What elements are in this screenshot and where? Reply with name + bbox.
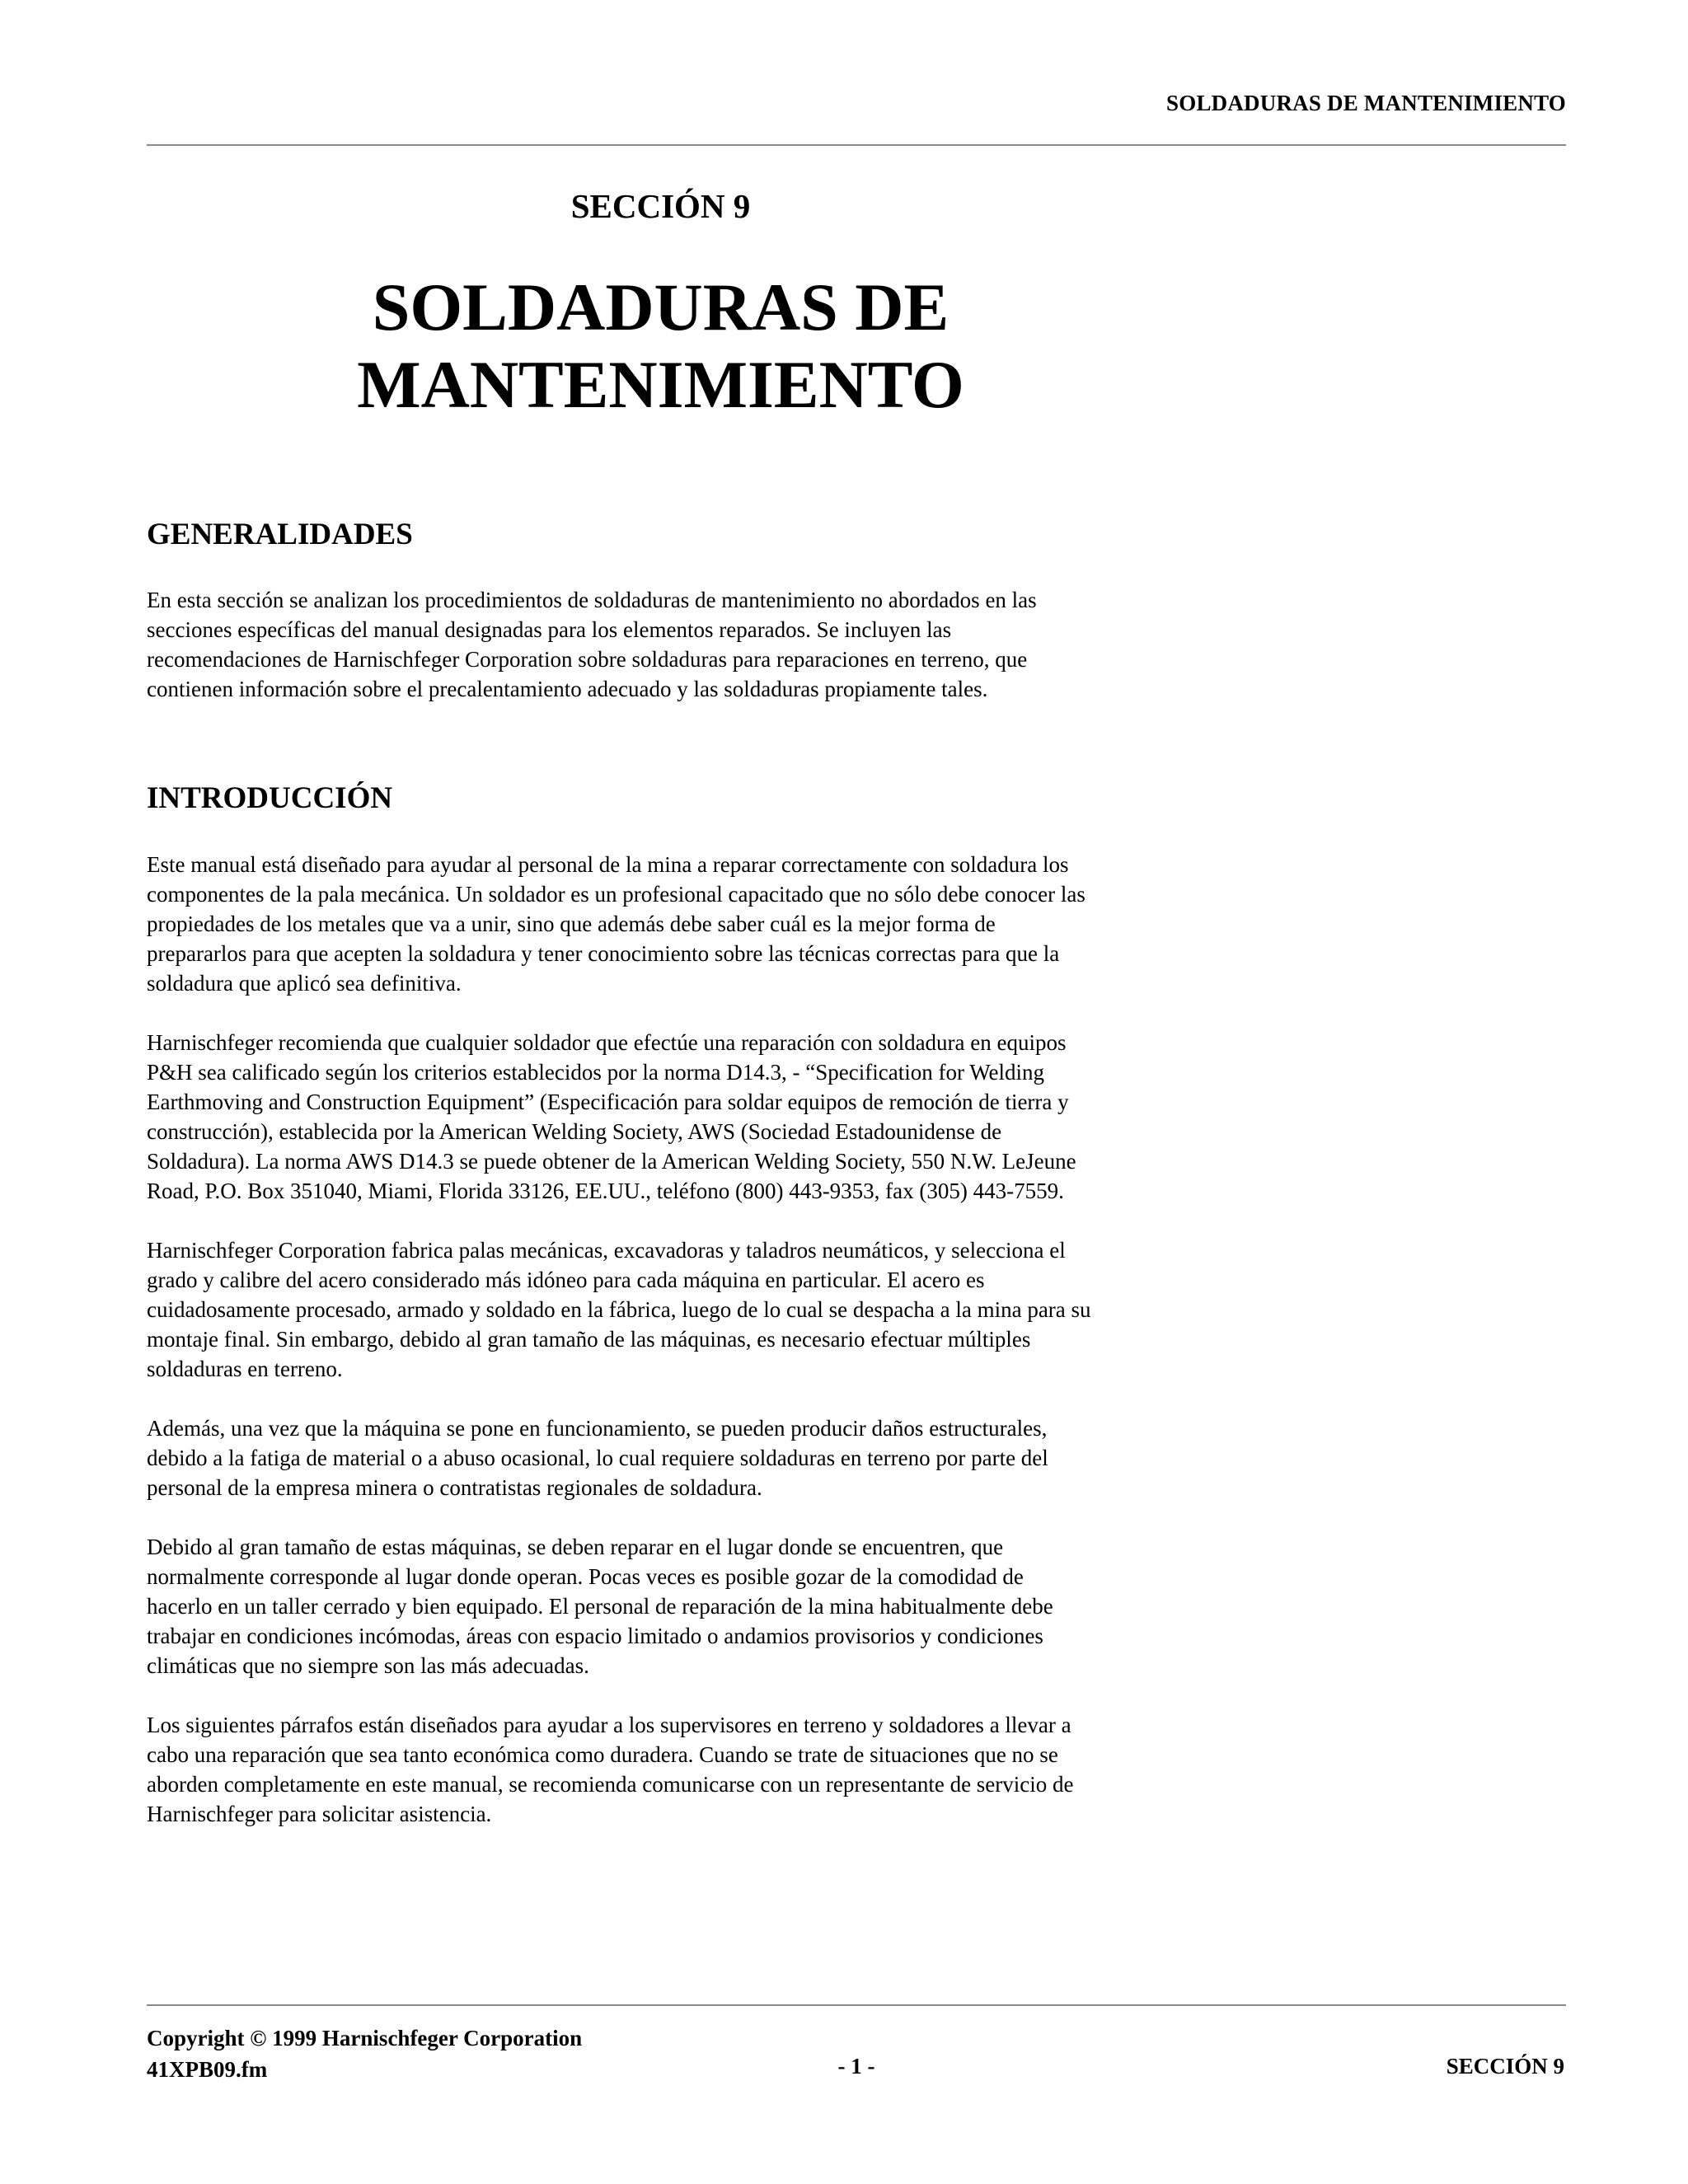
generalidades-body <box>147 585 1185 733</box>
footer-copyright: Copyright © 1999 Harnischfeger Corporation <box>147 2026 583 2050</box>
text-line: Además, una vez que la máquina se pone en funcionamiento, se pueden producir daños estructurales, <box>147 1416 1048 1441</box>
text-line: propiedades de los metales que va a unir, sino que además debe saber cuál es la mejor forma de <box>147 912 996 936</box>
heading-introduccion: INTRODUCCIÓN <box>147 781 393 815</box>
text-line: cabo una reparación que sea tanto económica como duradera. Cuando se trate de situaciones que no se <box>147 1742 1058 1767</box>
text-line: Road, P.O. Box 351040, Miami, Florida 33126, EE.UU., teléfono (800) 443-9353, fax (305) 443-7559. <box>147 1179 1064 1203</box>
chapter-title-line-2: MANTENIMIENTO <box>357 347 964 422</box>
text-line: trabajar en condiciones incómodas, áreas con espacio limitado o andamios provisorios y condiciones <box>147 1624 1043 1648</box>
text-line: montaje final. Sin embargo, debido al gran tamaño de las máquinas, es necesario efectuar múltiples <box>147 1327 1031 1352</box>
text-line: Harnischfeger recomienda que cualquier soldador que efectúe una reparación con soldadura en equipos <box>147 1030 1067 1055</box>
text-line: normalmente corresponde al lugar donde operan. Pocas veces es posible gozar de la comodidad de <box>147 1564 1024 1589</box>
chapter-title <box>147 269 1175 424</box>
text-line: Harnischfeger para solicitar asistencia. <box>147 1802 492 1826</box>
text-line: Earthmoving and Construction Equipment” (Especificación para soldar equipos de remoción de tierra y <box>147 1090 1069 1114</box>
running-header: SOLDADURAS DE MANTENIMIENTO <box>1166 91 1566 115</box>
chapter-title-line-1: SOLDADURAS DE <box>372 269 950 344</box>
text-line: Soldadura). La norma AWS D14.3 se puede obtener de la American Welding Society, 550 N.W. LeJeune <box>147 1149 1076 1174</box>
introduccion-body <box>147 850 1185 1858</box>
text-line: climáticas que no siempre son las más adecuadas. <box>147 1653 589 1678</box>
paragraph <box>147 1532 1185 1680</box>
text-line: contienen información sobre el precalentamiento adecuado y las soldaduras propiamente tales. <box>147 677 988 701</box>
text-line: soldaduras en terreno. <box>147 1357 343 1381</box>
text-line: grado y calibre del acero considerado más idóneo para cada máquina en particular. El acero es <box>147 1268 985 1292</box>
text-line: prepararlos para que acepten la soldadura y tener conocimiento sobre las técnicas correctas para que la <box>147 941 1060 966</box>
text-line: construcción), establecida por la American Welding Society, AWS (Sociedad Estadounidense de <box>147 1119 1002 1144</box>
text-line: cuidadosamente procesado, armado y soldado en la fábrica, luego de lo cual se despacha a la mina para su <box>147 1297 1091 1322</box>
text-line: hacerlo en un taller cerrado y bien equipado. El personal de reparación de la mina habitualmente debe <box>147 1594 1053 1619</box>
text-line: recomendaciones de Harnischfeger Corporation sobre soldaduras para reparaciones en terreno, que <box>147 647 1028 672</box>
text-line: Los siguientes párrafos están diseñados para ayudar a los supervisores en terreno y soldadores a llevar a <box>147 1713 1071 1737</box>
paragraph <box>147 1710 1185 1829</box>
text-line: P&H sea calificado según los criterios establecidos por la norma D14.3, - “Specification for Welding <box>147 1060 1045 1085</box>
header-divider <box>147 144 1566 146</box>
footer-divider <box>147 2004 1566 2006</box>
section-label: SECCIÓN 9 <box>570 187 751 225</box>
footer-section: SECCIÓN 9 <box>1446 2054 1564 2079</box>
paragraph <box>147 585 1185 704</box>
paragraph <box>147 1413 1185 1502</box>
text-line: Harnischfeger Corporation fabrica palas mecánicas, excavadoras y taladros neumáticos, y selecciona el <box>147 1238 1066 1263</box>
paragraph <box>147 1235 1185 1384</box>
text-line: En esta sección se analizan los procedimientos de soldaduras de mantenimiento no abordados en las <box>147 588 1037 612</box>
paragraph <box>147 1028 1185 1206</box>
footer-filename: 41XPB09.fm <box>147 2057 268 2082</box>
text-line: Este manual está diseñado para ayudar al personal de la mina a reparar correctamente con soldadura los <box>147 852 1069 877</box>
text-line: debido a la fatiga de material o a abuso ocasional, lo cual requiere soldaduras en terreno por parte del <box>147 1446 1048 1470</box>
text-line: componentes de la pala mecánica. Un soldador es un profesional capacitado que no sólo debe conocer las <box>147 882 1085 907</box>
text-line: Debido al gran tamaño de estas máquinas, se deben reparar en el lugar donde se encuentren, que <box>147 1535 1004 1559</box>
heading-generalidades: GENERALIDADES <box>147 518 413 551</box>
text-line: aborden completamente en este manual, se recomienda comunicarse con un representante de servicio de <box>147 1772 1074 1797</box>
page-number: - 1 - <box>837 2054 875 2079</box>
paragraph <box>147 850 1185 998</box>
text-line: personal de la empresa minera o contratistas regionales de soldadura. <box>147 1475 762 1500</box>
text-line: secciones específicas del manual designadas para los elementos reparados. Se incluyen las <box>147 617 952 642</box>
text-line: soldadura que aplicó sea definitiva. <box>147 971 462 996</box>
